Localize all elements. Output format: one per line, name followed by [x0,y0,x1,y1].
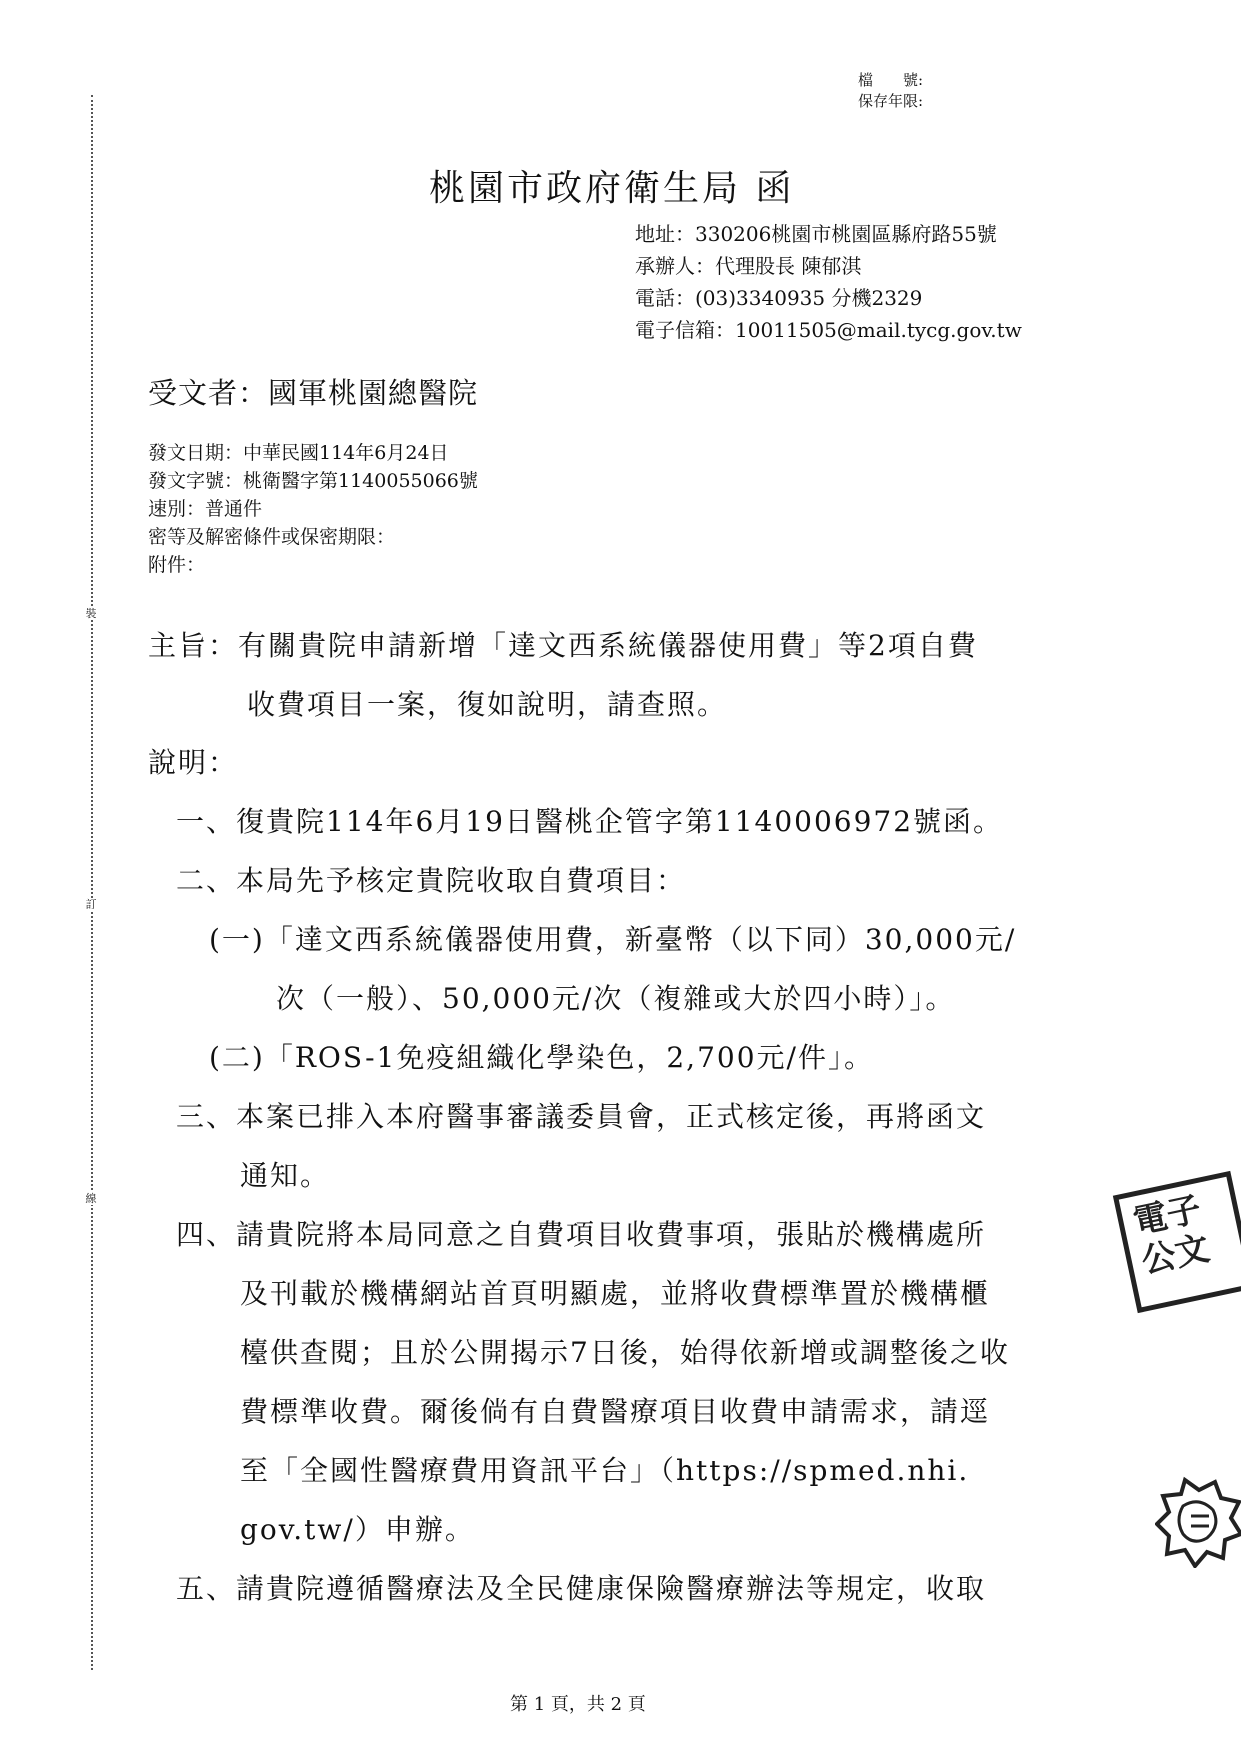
explanation-item-4-line-2: 及刊載於機構網站首頁明顯處，並將收費標準置於機構櫃 [240,1277,991,1310]
binding-label-ding: 訂 [85,898,97,911]
recipient: 受文者：國軍桃園總醫院 [148,376,479,410]
file-number-label: 檔 號: [858,71,924,89]
phone: 電話：(03)3340935 分機2329 [635,286,923,310]
document-number: 發文字號：桃衛醫字第1140055066號 [148,470,478,492]
explanation-item-3-line-2: 通知。 [240,1159,331,1192]
explanation-item-4-line-4: 費標準收費。爾後倘有自費醫療項目收費申請需求，請逕 [240,1395,991,1428]
explanation-item-2-sub-2: (二)「ROS-1免疫組織化學染色，2,700元/件」。 [209,1041,874,1074]
document-title: 桃園市政府衛生局 函 [429,168,795,209]
handler: 承辦人：代理股長 陳郁淇 [635,254,862,278]
binding-label-xian: 線 [85,1192,97,1205]
explanation-heading: 說明： [148,746,239,779]
explanation-item-2-sub-1-line-2: 次（一般）、50,000元/次（複雜或大於四小時）」。 [276,982,956,1015]
subject-line-1: 主旨：有關貴院申請新增「達文西系統儀器使用費」等2項自費 [148,629,978,662]
explanation-item-1: 一、復貴院114年6月19日醫桃企管字第1140006972號函。 [176,805,1004,838]
speed-class: 速別：普通件 [148,498,263,520]
explanation-item-5-line-1: 五、請貴院遵循醫療法及全民健康保險醫療辦法等規定，收取 [176,1572,987,1605]
explanation-item-4-line-6: gov.tw/）申辦。 [240,1513,475,1546]
issue-date: 發文日期：中華民國114年6月24日 [148,442,449,464]
explanation-item-2: 二、本局先予核定貴院收取自費項目： [176,864,687,897]
retention-period-label: 保存年限: [858,92,924,110]
binding-dotted-line [91,95,93,1670]
explanation-item-2-sub-1-line-1: (一)「達文西系統儀器使用費，新臺幣（以下同）30,000元/ [209,923,1017,956]
electronic-seal-stamp [1113,1171,1241,1313]
document-meta [148,439,478,579]
seal-text: 電子公文 [1129,1189,1213,1282]
address: 地址：330206桃園市桃園區縣府路55號 [635,222,997,246]
file-meta [858,70,923,112]
binding-label-zhuang: 裝 [85,607,97,620]
seal-emblem-icon [1155,1476,1241,1568]
page-footer: 第 1 頁，共 2 頁 [510,1694,646,1715]
explanation-item-4-line-1: 四、請貴院將本局同意之自費項目收費事項，張貼於機構處所 [176,1218,987,1251]
attachment: 附件： [148,554,206,576]
email: 電子信箱：10011505@mail.tycg.gov.tw [635,318,1022,342]
explanation-item-4-line-3: 檯供查閱；且於公開揭示7日後，始得依新增或調整後之收 [240,1336,1010,1369]
explanation-item-3-line-1: 三、本案已排入本府醫事審議委員會，正式核定後，再將函文 [176,1100,987,1133]
subject-line-2: 收費項目一案，復如說明，請查照。 [247,688,728,721]
secrecy-level: 密等及解密條件或保密期限： [148,526,396,548]
explanation-item-4-line-5: 至「全國性醫療費用資訊平台」（https://spmed.nhi. [240,1454,970,1487]
contact-block [635,218,1022,346]
